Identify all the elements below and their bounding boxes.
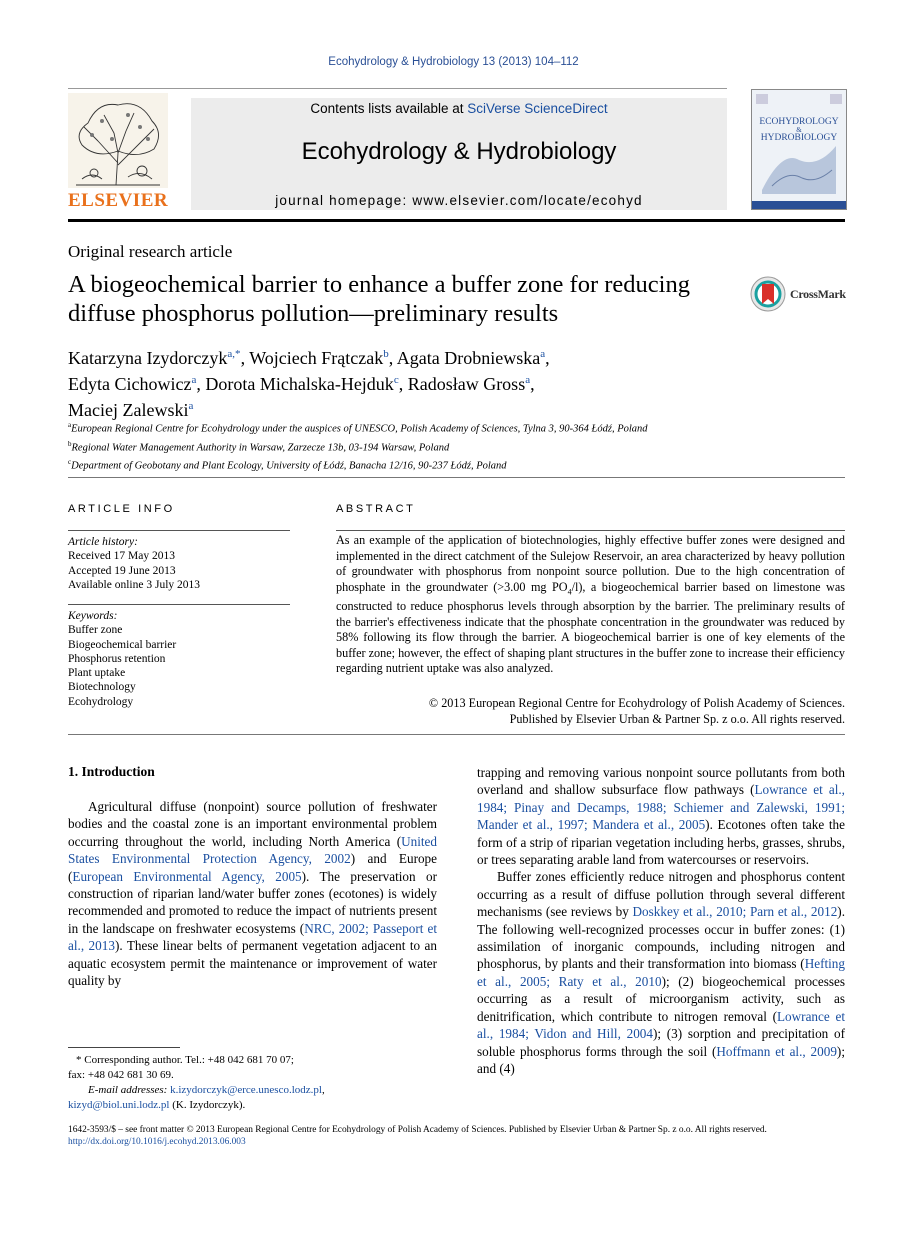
corresponding-author-footnote <box>68 1053 437 1113</box>
footnote-rule <box>68 1047 180 1048</box>
author-separator: , <box>398 374 408 394</box>
author-list <box>68 343 768 421</box>
body-text: ); and (4) <box>477 1043 845 1076</box>
section-rule <box>68 477 845 478</box>
sciencedirect-link[interactable]: SciVerse ScienceDirect <box>467 101 608 116</box>
author-separator: , <box>545 348 550 368</box>
affiliation-marker: a <box>68 421 72 429</box>
author-name: Wojciech Frątczak <box>249 348 384 368</box>
author-separator: , <box>196 374 206 394</box>
intro-paragraph-2 <box>477 868 845 1077</box>
citation-link[interactable]: Hoffmann et al., 2009 <box>716 1043 837 1059</box>
body-column-right <box>477 764 845 1077</box>
article-info-rule <box>68 530 290 531</box>
author-separator: , <box>388 348 397 368</box>
body-text: ). The following well-recognized processes occur in buffer zones: (1) assimilation of inorganic compounds, including nitrogen and phosphorus, by plants and their transformation into biomass ( <box>477 904 845 972</box>
email-link-2[interactable]: kizyd@biol.uni.lodz.pl <box>68 1099 170 1111</box>
keyword-item: Biogeochemical barrier <box>68 638 177 651</box>
contents-prefix: Contents lists available at <box>310 101 468 116</box>
journal-title: Ecohydrology & Hydrobiology <box>301 138 617 165</box>
abstract-text-part2: /l), a biogeochemical barrier based on limestone was constructed to reduce phosphorus levels through absorption by the barrier. The preliminary results of the barrier's effectiveness indicate that the phosphate concentration in the groundwater was reduced by 58% following its flow through the barrier. A biogeochemical barrier is one of key elements of the buffer zone; however, the effect of shaping plant structures in the buffer zone to increase their efficiency regarding nutrient uptake was also analyzed. <box>336 579 845 676</box>
history-entry: Accepted 19 June 2013 <box>68 564 176 577</box>
author-name: Maciej Zalewski <box>68 400 189 420</box>
body-text: ) and Europe ( <box>68 851 437 884</box>
author-name: Radosław Gross <box>407 374 526 394</box>
keyword-item: Buffer zone <box>68 624 123 637</box>
affiliation-text: Regional Water Management Authority in Warsaw, Zarzecze 13b, 03-194 Warsaw, Poland <box>71 442 450 453</box>
keyword-item: Biotechnology <box>68 681 136 694</box>
author-affiliation-marker[interactable]: a <box>191 374 197 386</box>
doi-link[interactable]: http://dx.doi.org/10.1016/j.ecohyd.2013.06.003 <box>68 1136 246 1147</box>
citation-link[interactable]: NRC, 2002; Passeport et al., 2013 <box>68 920 437 954</box>
keywords-label: Keywords: <box>68 610 118 622</box>
author-affiliation-marker[interactable]: a <box>525 374 531 386</box>
abstract-copyright <box>336 696 845 727</box>
cover-amp: & <box>796 126 802 134</box>
footnote-line-2: fax: +48 042 681 30 69. <box>68 1069 174 1081</box>
intro-paragraph-1 <box>68 798 437 989</box>
cover-title-1: ECOHYDROLOGY <box>759 117 839 127</box>
introduction-heading: 1. Introduction <box>68 764 155 779</box>
cover-artwork-icon <box>752 90 846 209</box>
affiliation-item <box>68 455 845 474</box>
abstract-heading: ABSTRACT <box>336 503 416 515</box>
citation-link[interactable]: Hefting et al., 2005; Raty et al., 2010 <box>477 956 845 989</box>
body-text: ). These linear belts of permanent vegetation adjacent to an aquatic ecosystem permit the maintenance or improvement of water quality by <box>68 938 437 989</box>
affiliation-text: Department of Geobotany and Plant Ecology, University of Łódź, Banacha 12/16, 90-237 Łódź, Poland <box>71 460 507 472</box>
email-label: E-mail addresses: <box>88 1084 171 1096</box>
body-text: Agricultural diffuse (nonpoint) source pollution of freshwater bodies and the coastal zone is an important environmental problem occurring throughout the world, including North America ( <box>68 799 437 849</box>
author-name: Katarzyna Izydorczyk <box>68 348 228 368</box>
section-rule-2 <box>68 734 845 735</box>
header-rule <box>68 88 727 89</box>
journal-homepage[interactable]: journal homepage: www.elsevier.com/locate/ecohyd <box>275 193 643 208</box>
author-name: Edyta Cichowicz <box>68 374 192 394</box>
keyword-item: Phosphorus retention <box>68 652 166 665</box>
footnote-line-1: * Corresponding author. Tel.: +48 042 681 70 07; <box>76 1054 294 1066</box>
history-entry: Available online 3 July 2013 <box>68 578 201 591</box>
keywords-rule <box>68 604 290 605</box>
author-affiliation-marker[interactable]: a <box>188 400 194 412</box>
keyword-item: Plant uptake <box>68 667 126 680</box>
article-history <box>68 535 290 592</box>
history-entry: Received 17 May 2013 <box>68 550 175 563</box>
affiliation-marker: b <box>68 439 72 448</box>
front-matter-line: 1642-3593/$ – see front matter © 2013 European Regional Centre for Ecohydrology of Polish Academy of Sciences. Published by Elsevier Urban & Partner Sp. z o.o. All rights reserved. <box>68 1125 767 1135</box>
affiliation-marker: c <box>68 458 72 466</box>
author-affiliation-marker[interactable]: a,* <box>227 348 241 360</box>
crossmark-badge[interactable] <box>750 276 870 312</box>
keywords-block <box>68 609 290 709</box>
author-separator: , <box>240 348 250 368</box>
author-affiliation-marker[interactable]: b <box>383 348 389 360</box>
article-type: Original research article <box>68 242 233 261</box>
affiliation-item <box>68 437 845 456</box>
abstract-rule <box>336 530 845 531</box>
author-affiliation-marker[interactable]: a <box>540 348 546 360</box>
elsevier-wordmark: ELSEVIER <box>68 190 169 211</box>
body-text: ); (3) sorption and precipitation of soluble phosphorus forms through the soil ( <box>477 1026 845 1059</box>
author-separator: , <box>530 374 535 394</box>
body-text: Buffer zones efficiently reduce nitrogen and phosphorus content occurring as a result of diffuse pollution through several different mechanisms (see reviews by <box>477 869 845 920</box>
article-info-heading: ARTICLE INFO <box>68 503 175 515</box>
body-text: ); (2) biogeochemical processes occurring as a result of microorganism activity, such as denitrification, which contribute to nitrogen removal ( <box>477 973 846 1024</box>
header-thick-rule <box>68 219 845 222</box>
keyword-items <box>68 623 290 709</box>
body-text: trapping and removing various nonpoint source pollutants from both overland and shallow subsurface flow pathways ( <box>477 765 845 798</box>
body-text: ). Ecotones often take the form of a strip of riparian vegetation including herbs, grasses, shrubs, or trees separating arable land from watercourses or reservoirs. <box>477 817 846 868</box>
bottom-matter <box>68 1125 868 1148</box>
crossmark-label: CrossMark <box>790 287 846 301</box>
copyright-line-1: © 2013 European Regional Centre for Ecohydrology of Polish Academy of Sciences. <box>428 696 845 710</box>
history-label: Article history: <box>68 536 138 548</box>
citation-link[interactable]: Doskkey et al., 2010; Parn et al., 2012 <box>632 904 838 920</box>
history-items <box>68 549 290 592</box>
email-separator: , <box>321 1084 325 1096</box>
abstract-text-part1: As an example of the application of biotechnologies, highly effective buffer zones were designed and implemented in the direct catchment of the Sulejow Reservoir, an area characterized by heavy pollution of groundwater with phosphorus from nonpoint source pollution. Due to the high concentration of phosphate in the groundwater (>3.00 mg PO <box>336 533 845 594</box>
author-name: Dorota Michalska-Hejduk <box>205 374 394 394</box>
author-affiliation-marker[interactable]: c <box>393 374 399 386</box>
contents-line <box>191 101 727 116</box>
body-column-left <box>68 798 437 989</box>
email-link-1[interactable]: k.izydorczyk@erce.unesco.lodz.pl <box>170 1084 322 1096</box>
intro-paragraph-1-continued <box>477 764 845 868</box>
abstract-subscript: 4 <box>567 586 572 596</box>
email-suffix: (K. Izydorczyk). <box>169 1099 246 1111</box>
citation-link[interactable]: European Environmental Agency, 2005 <box>72 868 302 884</box>
abstract-text <box>336 533 845 677</box>
affiliation-text: European Regional Centre for Ecohydrology under the auspices of UNESCO, Polish Academy of Sciences, Tylna 3, 90-364 Łódź, Poland <box>71 423 648 435</box>
author-name: Agata Drobniewska <box>396 348 541 368</box>
affiliation-list <box>68 418 845 474</box>
journal-cover-thumbnail[interactable] <box>751 89 847 210</box>
journal-citation[interactable]: Ecohydrology & Hydrobiology 13 (2013) 104–112 <box>328 56 579 68</box>
article-title: A biogeochemical barrier to enhance a buffer zone for reducing diffuse phosphorus pollution—preliminary results <box>68 271 690 327</box>
citation-link[interactable]: United States Environmental Protection Agency, 2002 <box>68 833 437 867</box>
cover-title-2: HYDROBIOLOGY <box>760 133 838 143</box>
affiliation-item <box>68 418 845 437</box>
crossmark-icon <box>750 276 786 312</box>
citation-link[interactable]: Lowrance et al., 1984; Vidon and Hill, 2004 <box>477 1008 845 1042</box>
citation-link[interactable]: Lowrance et al., 1984; Pinay and Decamps, 1988; Schiemer and Zalewski, 1991; Mander et al., 1997; Mandera et al., 2005 <box>477 782 845 833</box>
keyword-item: Ecohydrology <box>68 695 134 708</box>
body-text: ). The preservation or construction of riparian land/water buffer zones (ecotones) is widely recommended and promoted to reduce the impact of nutrients present in the landscape on freshwater ecosystems ( <box>68 868 437 936</box>
copyright-line-2: Published by Elsevier Urban & Partner Sp. z o.o. All rights reserved. <box>509 711 845 726</box>
